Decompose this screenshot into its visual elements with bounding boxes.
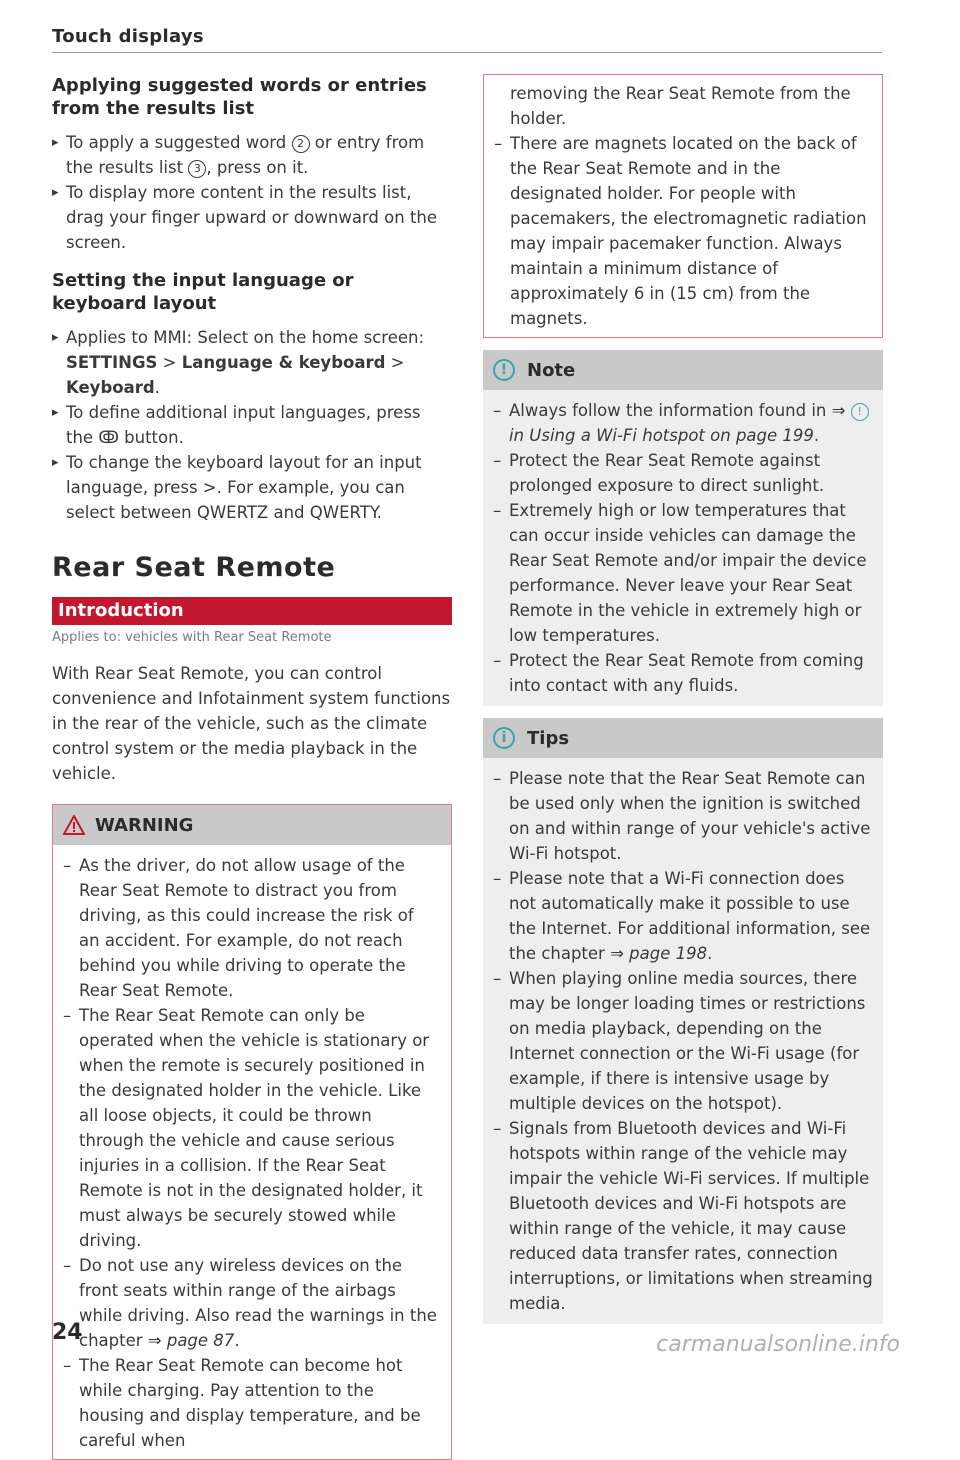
callout-3-icon: 3: [188, 160, 206, 178]
menu-path-separator: >: [385, 353, 405, 372]
menu-path-language-keyboard: Language & keyboard: [181, 353, 386, 372]
note-box: [483, 350, 883, 706]
tips-box: [483, 718, 883, 1324]
note-item: – Extremely high or low temperatures that can occur inside vehicles can damage the Rear Seat Remote and/or impair the device performance. Never leave your Rear Seat Remote in the vehicle in extremely high or low temperatures.: [493, 498, 873, 648]
step-text: To define additional input languages, press the: [66, 403, 421, 447]
menu-path-separator: >: [157, 353, 182, 372]
language-button-icon: ↂ: [98, 428, 119, 447]
page-number: 24: [52, 1320, 83, 1345]
step-text: Applies to MMI: Select on the home screen:: [66, 328, 425, 347]
tips-text: .: [707, 944, 713, 963]
warning-box: [52, 804, 452, 1460]
note-title: Note: [527, 359, 576, 381]
note-text: Always follow the information found in ⇒: [509, 401, 846, 420]
note-header: [483, 350, 883, 390]
tips-text: Please note that a Wi-Fi connection does not automatically make it possible to use the Internet. For additional information, see the chapter: [509, 869, 871, 963]
note-exclamation-icon: !: [493, 359, 515, 381]
step-change-layout: ▸ To change the keyboard layout for an input language, press >. For example, you can select between QWERTZ and QWERTY.: [52, 450, 452, 525]
warning-item: [63, 1253, 437, 1353]
tips-header: [483, 718, 883, 758]
warning-item: – The Rear Seat Remote can become hot while charging. Pay attention to the housing and display temperature, and be careful when: [63, 1353, 437, 1453]
site-watermark: carmanualsonline.info: [656, 1332, 900, 1357]
step-applies-mmi: [52, 325, 452, 400]
right-column: [483, 74, 883, 1324]
step-drag-results: ▸ To display more content in the results list, drag your finger upward or downward on the screen.: [52, 180, 452, 255]
note-reference-icon: !: [851, 403, 869, 421]
menu-path-settings: SETTINGS: [66, 353, 158, 372]
warning-header: [53, 805, 451, 845]
tips-item: – When playing online media sources, there may be longer loading times or restrictions on media playback, depending on the Internet connection or the Wi-Fi usage (for example, if there is intensive usage by multiple devices on the hotspot).: [493, 966, 873, 1116]
warning-triangle-icon: [63, 815, 85, 835]
warning-title: WARNING: [95, 814, 194, 836]
step-text: or entry from the results list: [66, 133, 425, 177]
warning-item: – There are magnets located on the back of the Rear Seat Remote and in the designated holder. For people with pacemakers, the electromagnetic radiation may impair pacemaker function. Always maintain a minimum distance of approximately 6 in (15 cm) from the magnets.: [494, 131, 868, 331]
section-title-suggested-words: Applying suggested words or entries from the results list: [52, 75, 427, 119]
menu-path-keyboard: Keyboard: [66, 378, 155, 397]
step-text: .: [154, 378, 160, 397]
section-bar-introduction: Introduction: [52, 597, 452, 625]
step-text: , press on it.: [206, 158, 309, 177]
page-reference-link[interactable]: ⇒ page 198: [610, 944, 708, 963]
note-item: – Protect the Rear Seat Remote from coming into contact with any fluids.: [493, 648, 873, 698]
warning-continued-text: removing the Rear Seat Remote from the holder.: [510, 84, 851, 128]
chapter-title: Rear Seat Remote: [52, 552, 336, 583]
page-reference-link[interactable]: in Using a Wi-Fi hotspot on page 199: [509, 426, 814, 445]
callout-2-icon: 2: [292, 135, 310, 153]
tips-title: Tips: [527, 727, 570, 749]
section-title-input-language: Setting the input language or keyboard layout: [52, 270, 354, 314]
intro-paragraph: With Rear Seat Remote, you can control convenience and Infotainment system functions in the rear of the vehicle, such as the climate control system or the media playback in the vehicle.: [52, 664, 451, 783]
step-text: To apply a suggested word: [66, 133, 287, 152]
step-apply-suggested-word: [52, 130, 452, 180]
tips-item: – Signals from Bluetooth devices and Wi-Fi hotspots within range of the vehicle may impair the vehicle Wi-Fi services. If multiple Bluetooth devices and Wi-Fi hotspots are within range of the vehicle, it may cause reduced data transfer rates, connection interruptions, or limitations when streaming media.: [493, 1116, 873, 1316]
step-text: button.: [124, 428, 184, 447]
note-text: .: [813, 426, 820, 445]
left-column: [52, 74, 452, 1460]
warning-text: Do not use any wireless devices on the front seats within range of the airbags while driving. Also read the warnings in the chapter: [79, 1256, 437, 1350]
page-reference-link[interactable]: ⇒ page 87: [147, 1331, 235, 1350]
warning-item: – The Rear Seat Remote can only be operated when the vehicle is stationary or when the remote is securely positioned in the designated holder in the vehicle. Like all loose objects, it could be thrown through the vehicle and cause serious injuries in a collision. If the Rear Seat Remote is not in the designated holder, it must always be securely stowed while driving.: [63, 1003, 437, 1253]
page-header-title: Touch displays: [52, 26, 204, 47]
warning-item: – As the driver, do not allow usage of the Rear Seat Remote to distract you from driving, as this could increase the risk of an accident. For example, do not reach behind you while driving to operate the Rear Seat Remote.: [63, 853, 437, 1003]
applies-to-note: Applies to: vehicles with Rear Seat Remote: [52, 630, 332, 645]
tips-item: [493, 866, 873, 966]
warning-text: .: [234, 1331, 240, 1350]
warning-box-continued: [483, 74, 883, 338]
note-item: – Protect the Rear Seat Remote against prolonged exposure to direct sunlight.: [493, 448, 873, 498]
tips-item: – Please note that the Rear Seat Remote can be used only when the ignition is switched on and within range of your vehicle's active Wi-Fi hotspot.: [493, 766, 873, 866]
tips-info-icon: i: [493, 727, 515, 749]
header-divider: [52, 52, 882, 53]
note-item: [493, 398, 873, 448]
step-define-languages: [52, 400, 452, 450]
